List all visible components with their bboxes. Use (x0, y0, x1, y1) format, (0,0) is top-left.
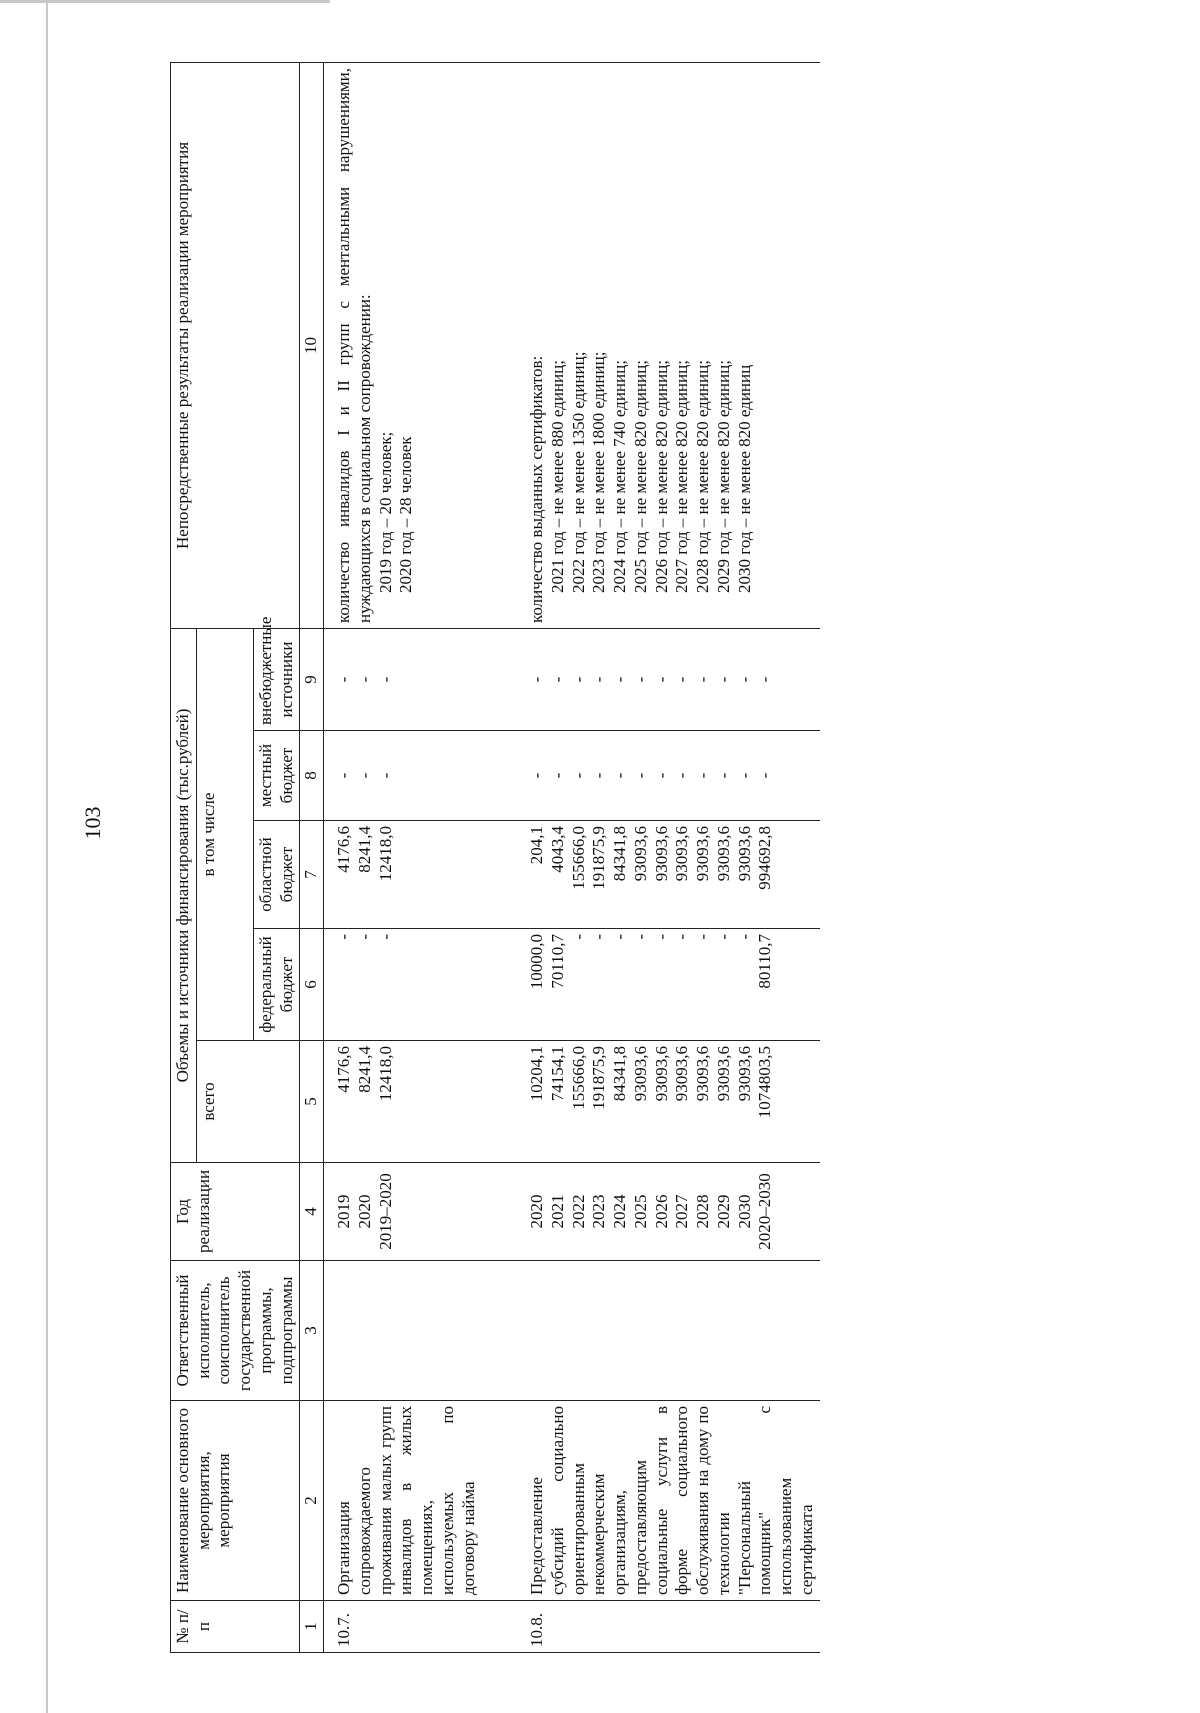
year-value: 2021 (548, 1194, 568, 1229)
header-funding: Объемы и источники финансирования (тыс.рублей) (171, 628, 197, 1162)
year-value: 2026 (651, 1194, 671, 1229)
year-cell (332, 1163, 481, 1261)
col-number: 4 (300, 1163, 324, 1261)
row-spacer (481, 62, 525, 1652)
extrabudget-value: - (693, 676, 713, 683)
regional-value: 93093,6 (713, 826, 733, 882)
local-value: - (713, 772, 733, 779)
local-value: - (651, 772, 671, 779)
year-value: 2020 (354, 1194, 374, 1229)
regional-value: 4043,4 (548, 826, 568, 873)
federal-value: 10000,0 (527, 934, 547, 990)
measure-name: Предоставление субсидий социально ориентированным некоммерческим организациям, предоставляющим социальные услуги в форме социального обслуживания на дому по технологии "Персональный помощник" с использованием сертификата (525, 1401, 819, 1601)
financing-table (170, 62, 820, 1653)
regional-value: 93093,6 (651, 826, 671, 882)
year-value: 2020 (527, 1194, 547, 1229)
local-value: - (610, 772, 630, 779)
spacer-cell (324, 1261, 333, 1401)
total-value: 93093,6 (693, 1046, 713, 1102)
result-text: количество выданных сертификатов: (527, 355, 547, 623)
table-row (525, 62, 819, 1652)
page-number: 103 (80, 806, 105, 840)
extrabudget-value: - (630, 676, 650, 683)
header-executor: Ответственный исполнитель, соисполнитель государственной программы, подпрограммы (171, 1261, 300, 1401)
extrabudget-value: - (589, 676, 609, 683)
table-row (332, 62, 481, 1652)
header-year: Год реализации (171, 1163, 300, 1261)
result-text: количество инвалидов I и II групп с ментальными нарушениями, нуждающихся в социальном сопровождении: (334, 67, 374, 623)
regional-value: 93093,6 (672, 826, 692, 882)
spacer-cell (324, 929, 333, 1041)
executor-cell (525, 1261, 819, 1401)
col-number: 8 (300, 731, 324, 821)
total-value: 93093,6 (651, 1046, 671, 1102)
year-value: 2028 (693, 1194, 713, 1229)
col-number: 7 (300, 821, 324, 929)
federal-value: - (610, 934, 630, 940)
total-value: 93093,6 (630, 1046, 650, 1102)
result-line: 2029 год – не менее 820 единиц; (713, 360, 733, 593)
federal-cell (332, 929, 481, 1041)
total-value: 12418,0 (375, 1046, 395, 1102)
col-number: 9 (300, 628, 324, 730)
header-results: Непосредственные результаты реализации мероприятия (171, 62, 300, 628)
spacer-cell (481, 1163, 525, 1261)
result-cell (332, 62, 481, 628)
total-value: 93093,6 (672, 1046, 692, 1102)
year-value: 2029 (713, 1194, 733, 1229)
header-num: № п/п (171, 1601, 300, 1653)
total-value: 93093,6 (713, 1046, 733, 1102)
local-value: - (334, 772, 354, 779)
extrabudget-cell (332, 628, 481, 730)
header-total: всего (196, 1041, 300, 1163)
extrabudget-value: - (651, 676, 671, 683)
col-number: 2 (300, 1401, 324, 1601)
col-number: 5 (300, 1041, 324, 1163)
federal-value: - (354, 934, 374, 940)
year-value: 2030 (734, 1194, 754, 1229)
spacer-cell (481, 821, 525, 929)
spacer-cell (324, 62, 333, 628)
total-cell (332, 1041, 481, 1163)
extrabudget-value: - (672, 676, 692, 683)
extrabudget-value: - (610, 676, 630, 683)
extrabudget-value: - (713, 676, 733, 683)
year-value: 2024 (610, 1194, 630, 1229)
header-including: в том числе (196, 628, 253, 1040)
federal-value: - (693, 934, 713, 940)
spacer-cell (481, 1041, 525, 1163)
local-value: - (672, 772, 692, 779)
extrabudget-value: - (755, 676, 775, 683)
spacer-cell (324, 1601, 333, 1653)
header-row-1 (171, 62, 197, 1652)
regional-value: 4176,6 (334, 826, 354, 873)
local-value: - (693, 772, 713, 779)
regional-value: 204,1 (527, 826, 547, 865)
spacer-cell (481, 1261, 525, 1401)
result-line: 2020 год – 28 человек (396, 436, 416, 593)
spacer-cell (324, 821, 333, 929)
total-value: 155666,0 (568, 1046, 588, 1110)
spacer-cell (481, 929, 525, 1041)
col-number: 3 (300, 1261, 324, 1401)
header-federal: федеральный бюджет (253, 929, 299, 1041)
header-local: местный бюджет (253, 731, 299, 821)
federal-cell (525, 929, 819, 1041)
header-regional: областной бюджет (253, 821, 299, 929)
regional-value: 12418,0 (375, 826, 395, 882)
spacer-cell (481, 628, 525, 730)
federal-value: - (630, 934, 650, 940)
result-line: 2019 год – 20 человек; (375, 431, 395, 593)
regional-value: 191875,9 (589, 826, 609, 890)
regional-value: 93093,6 (734, 826, 754, 882)
header-extrabudget: внебюджетные источники (253, 628, 299, 730)
spacer-cell (324, 1041, 333, 1163)
regional-value: 84341,8 (610, 826, 630, 882)
year-cell (525, 1163, 819, 1261)
row-number: 10.8. (525, 1601, 819, 1653)
local-value: - (630, 772, 650, 779)
extrabudget-value: - (334, 676, 354, 683)
regional-value: 155666,0 (568, 826, 588, 890)
year-value: 2025 (630, 1194, 650, 1229)
federal-value: 70110,7 (548, 934, 568, 989)
federal-value: - (672, 934, 692, 940)
regional-cell (332, 821, 481, 929)
extrabudget-value: - (734, 676, 754, 683)
row-number: 10.7. (332, 1601, 481, 1653)
local-value: - (354, 772, 374, 779)
column-numbers-row (300, 62, 324, 1652)
year-value: 2019–2020 (375, 1173, 395, 1250)
spacer-cell (481, 62, 525, 628)
federal-value: - (713, 934, 733, 940)
year-value: 2027 (672, 1194, 692, 1229)
row-spacer (324, 62, 333, 1652)
header-name: Наименование основного мероприятия, мероприятия (171, 1401, 300, 1601)
spacer-cell (481, 1601, 525, 1653)
result-line: 2027 год – не менее 820 единиц; (672, 360, 692, 593)
total-value: 1074803,5 (755, 1046, 775, 1119)
local-value: - (734, 772, 754, 779)
regional-cell (525, 821, 819, 929)
total-value: 8241,4 (354, 1046, 374, 1093)
total-value: 4176,6 (334, 1046, 354, 1093)
regional-value: 93093,6 (693, 826, 713, 882)
extrabudget-value: - (354, 676, 374, 683)
result-line: 2025 год – не менее 820 единиц; (630, 360, 650, 593)
result-line: 2030 год – не менее 820 единиц (734, 364, 754, 593)
col-number: 6 (300, 929, 324, 1041)
local-value: - (375, 772, 395, 779)
spacer-cell (324, 1401, 333, 1601)
total-value: 10204,1 (527, 1046, 547, 1102)
result-line: 2026 год – не менее 820 единиц; (651, 360, 671, 593)
result-line: 2023 год – не менее 1800 единиц; (589, 351, 609, 593)
total-value: 191875,9 (589, 1046, 609, 1110)
federal-value: - (651, 934, 671, 940)
year-value: 2022 (568, 1194, 588, 1229)
extrabudget-value: - (375, 676, 395, 683)
extrabudget-cell (525, 628, 819, 730)
result-line: 2021 год – не менее 880 единиц; (548, 360, 568, 593)
local-value: - (755, 772, 775, 779)
spacer-cell (324, 1163, 333, 1261)
executor-cell (332, 1261, 481, 1401)
spacer-cell (481, 1401, 525, 1601)
result-cell (525, 62, 819, 628)
local-value: - (568, 772, 588, 779)
extrabudget-value: - (568, 676, 588, 683)
local-cell (525, 731, 819, 821)
regional-value: 8241,4 (354, 826, 374, 873)
federal-value: 80110,7 (755, 934, 775, 989)
total-cell (525, 1041, 819, 1163)
federal-value: - (589, 934, 609, 940)
result-line: 2024 год – не менее 740 единиц; (610, 360, 630, 593)
spacer-cell (324, 628, 333, 730)
local-value: - (527, 772, 547, 779)
extrabudget-value: - (548, 676, 568, 683)
year-value: 2019 (334, 1194, 354, 1229)
year-value: 2020–2030 (755, 1173, 775, 1250)
regional-value: 93093,6 (630, 826, 650, 882)
total-value: 74154,1 (548, 1046, 568, 1102)
regional-value: 994692,8 (755, 826, 775, 890)
result-line: 2022 год – не менее 1350 единиц; (568, 351, 588, 593)
total-value: 84341,8 (610, 1046, 630, 1102)
federal-value: - (375, 934, 395, 940)
federal-value: - (334, 934, 354, 940)
extrabudget-value: - (527, 676, 547, 683)
local-value: - (548, 772, 568, 779)
spacer-cell (481, 731, 525, 821)
total-value: 93093,6 (734, 1046, 754, 1102)
col-number: 1 (300, 1601, 324, 1653)
federal-value: - (734, 934, 754, 940)
result-line: 2028 год – не менее 820 единиц; (693, 360, 713, 593)
year-value: 2023 (589, 1194, 609, 1229)
col-number: 10 (300, 62, 324, 628)
federal-value: - (568, 934, 588, 940)
spacer-cell (324, 731, 333, 821)
local-value: - (589, 772, 609, 779)
measure-name: Организация сопровождаемого проживания малых групп инвалидов в жилых помещениях, используемых по договору найма (332, 1401, 481, 1601)
local-cell (332, 731, 481, 821)
